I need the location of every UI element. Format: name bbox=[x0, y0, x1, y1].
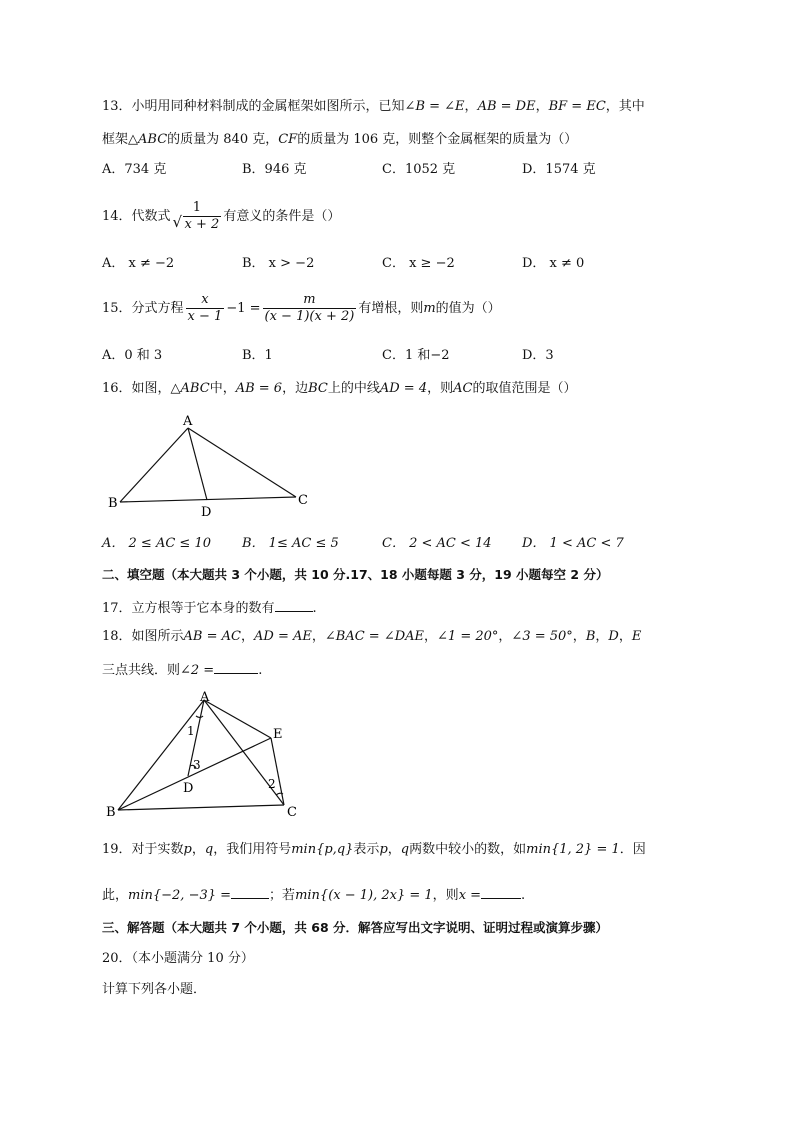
q19-sep: ， bbox=[191, 842, 205, 857]
q17-line bbox=[102, 597, 317, 619]
q18-math: AD = AE bbox=[254, 629, 312, 644]
q15-f2-den: (x − 1)(x + 2) bbox=[264, 309, 355, 324]
q14-option-b: B． x > −2 bbox=[242, 256, 315, 271]
q19-answer-blank-2[interactable] bbox=[481, 884, 521, 899]
q18-label-e: E bbox=[273, 727, 283, 742]
q16-math: △ABC bbox=[170, 381, 210, 396]
q18-angle-2-label: 2 bbox=[268, 777, 276, 791]
q17-answer-blank[interactable] bbox=[275, 597, 313, 612]
q18-seg-be bbox=[118, 738, 271, 810]
q19-line2 bbox=[102, 884, 525, 906]
q13-math: AB = DE bbox=[477, 99, 536, 114]
q15-fraction-2 bbox=[263, 292, 357, 325]
q20-title: 20．（本小题满分 10 分） bbox=[102, 951, 254, 966]
q16-label-a: A bbox=[183, 414, 193, 429]
q17-text: . bbox=[312, 601, 317, 616]
q13-sep: ， bbox=[535, 99, 549, 114]
q19-answer-blank-1[interactable] bbox=[231, 884, 269, 899]
q16-text: ，边 bbox=[282, 381, 309, 396]
q19-text: 两数中较小的数，如 bbox=[409, 842, 527, 857]
q18-sep: ， bbox=[498, 629, 512, 644]
q13-text: 的质量为 840 克， bbox=[167, 132, 279, 147]
q14-text: 14．代数式 bbox=[102, 209, 171, 224]
q19-text: ，则 bbox=[432, 888, 459, 903]
section-3-heading: 三、解答题（本大题共 7 个小题，共 68 分．解答应写出文字说明、证明过程或演算步骤） bbox=[102, 920, 609, 935]
q14-text: 有意义的条件是（） bbox=[223, 209, 341, 224]
q15-text: 的值为（） bbox=[435, 301, 501, 316]
q13-option-c: C．1052 克 bbox=[382, 162, 456, 177]
q13-text: 13．小明用同种材料制成的金属框架如图所示，已知 bbox=[102, 99, 405, 114]
q18-angle-3-label: 3 bbox=[193, 758, 201, 772]
q18-sep: ， bbox=[618, 629, 632, 644]
q18-sep: ， bbox=[240, 629, 254, 644]
q13-line1 bbox=[102, 97, 645, 117]
q14-frac-den: x + 2 bbox=[184, 217, 220, 232]
q18-text: . bbox=[258, 663, 263, 678]
q18-sep: ， bbox=[311, 629, 325, 644]
q18-math: E bbox=[631, 629, 642, 644]
q15-text: 15．分式方程 bbox=[102, 301, 184, 316]
q18-seg-ec bbox=[271, 738, 284, 805]
q18-math: AB = AC bbox=[183, 629, 241, 644]
q16-triangle-figure bbox=[100, 408, 330, 523]
q15-f1-num: x bbox=[201, 292, 209, 307]
q19-math: p bbox=[379, 842, 388, 857]
q18-label-b: B bbox=[106, 805, 116, 820]
q18-text: 18．如图所示 bbox=[102, 629, 184, 644]
q19-text: 表示 bbox=[353, 842, 380, 857]
q18-angle-1-label: 1 bbox=[187, 724, 195, 738]
q15-option-d: D．3 bbox=[522, 348, 554, 363]
q16-math: AB = 6 bbox=[235, 381, 283, 396]
q15-f2-num: m bbox=[303, 292, 316, 307]
q18-math: B bbox=[585, 629, 596, 644]
sqrt-symbol: √ bbox=[172, 213, 183, 231]
q18-sep: ， bbox=[424, 629, 438, 644]
q19-text: . bbox=[521, 888, 526, 903]
q19-math: q bbox=[204, 842, 214, 857]
q19-math: q bbox=[400, 842, 410, 857]
q19-text: ．因 bbox=[619, 842, 646, 857]
q15-option-c: C．1 和−2 bbox=[382, 348, 450, 363]
q15-fraction-1 bbox=[186, 292, 225, 325]
q14-option-a: A． x ≠ −2 bbox=[102, 256, 175, 271]
q19-math: x = bbox=[458, 888, 482, 903]
q13-option-b: B．946 克 bbox=[242, 162, 307, 177]
q16-line bbox=[102, 379, 576, 399]
q13-math: △ABC bbox=[128, 132, 168, 147]
q16-option-c: C． 2 < AC < 14 bbox=[382, 536, 492, 551]
q19-text: ，我们用符号 bbox=[213, 842, 292, 857]
q19-sep: ， bbox=[387, 842, 401, 857]
section-2-heading: 二、填空题（本大题共 3 个小题，共 10 分.17、18 小题每题 3 分，19 小题每空 2 分） bbox=[102, 567, 609, 582]
q16-text: ，则 bbox=[427, 381, 454, 396]
q18-label-d: D bbox=[183, 781, 194, 796]
q19-text: ；若 bbox=[269, 888, 296, 903]
q19-text: 此， bbox=[102, 888, 129, 903]
q13-text: 的质量为 106 克，则整个金属框架的质量为（） bbox=[297, 132, 578, 147]
q18-sep: ， bbox=[595, 629, 609, 644]
q15-f1-den: x − 1 bbox=[187, 309, 223, 324]
q18-math: D bbox=[608, 629, 619, 644]
q13-math: CF bbox=[278, 132, 298, 147]
q16-side-bc bbox=[120, 497, 296, 502]
q18-sep: ， bbox=[572, 629, 586, 644]
q19-math: min{1, 2} = 1 bbox=[526, 842, 620, 857]
q13-sep: ， bbox=[464, 99, 478, 114]
q16-text: 中， bbox=[209, 381, 236, 396]
q19-math: min{(x − 1), 2x} = 1 bbox=[295, 888, 433, 903]
q13-math: BF = EC bbox=[548, 99, 606, 114]
q16-math: AC bbox=[453, 381, 473, 396]
q18-seg-bc bbox=[118, 805, 284, 810]
q13-option-a: A．734 克 bbox=[102, 162, 167, 177]
q14-frac-num: 1 bbox=[192, 200, 202, 215]
q18-math: ∠BAC = ∠DAE bbox=[324, 629, 425, 644]
q18-label-a: A bbox=[200, 690, 210, 705]
q16-label-b: B bbox=[108, 496, 118, 511]
q18-line1 bbox=[102, 627, 641, 647]
q15-line bbox=[102, 289, 501, 329]
q13-text: 框架 bbox=[102, 132, 129, 147]
q17-text: 17．立方根等于它本身的数有 bbox=[102, 601, 275, 616]
q19-math: p bbox=[183, 842, 192, 857]
q18-seg-ae bbox=[204, 700, 271, 738]
q14-sqrt bbox=[172, 213, 222, 233]
q16-side-ab bbox=[120, 428, 188, 502]
q13-math: ∠B = ∠E bbox=[404, 99, 465, 114]
q14-line bbox=[102, 197, 340, 237]
q15-option-a: A．0 和 3 bbox=[102, 348, 163, 363]
q19-math: min{−2, −3} = bbox=[128, 888, 232, 903]
q20-text: 计算下列各小题． bbox=[102, 982, 207, 997]
q14-fraction bbox=[173, 200, 222, 233]
q16-option-d: D． 1 < AC < 7 bbox=[522, 536, 624, 551]
q18-text: 三点共线．则 bbox=[102, 663, 181, 678]
q14-option-d: D． x ≠ 0 bbox=[522, 256, 585, 271]
q15-math: m bbox=[423, 301, 436, 316]
q13-text: ，其中 bbox=[605, 99, 645, 114]
q18-figure bbox=[100, 688, 310, 823]
q18-math: ∠2 = bbox=[180, 663, 215, 678]
q19-line1 bbox=[102, 840, 646, 860]
q18-math: ∠1 = 20° bbox=[437, 629, 499, 644]
q19-math: min{p,q} bbox=[291, 842, 354, 857]
q18-math: ∠3 = 50° bbox=[511, 629, 573, 644]
q13-line2 bbox=[102, 130, 577, 150]
q18-label-c: C bbox=[287, 805, 297, 820]
q16-text: 上的中线 bbox=[327, 381, 380, 396]
q16-option-b: B． 1≤ AC ≤ 5 bbox=[242, 536, 339, 551]
q16-side-ac bbox=[188, 428, 296, 497]
q13-option-d: D．1574 克 bbox=[522, 162, 596, 177]
q19-text: 19．对于实数 bbox=[102, 842, 184, 857]
q14-option-c: C． x ≥ −2 bbox=[382, 256, 455, 271]
q16-math: AD = 4 bbox=[379, 381, 428, 396]
q16-label-d: D bbox=[201, 505, 212, 520]
q16-text: 的取值范围是（） bbox=[472, 381, 577, 396]
q15-text: 有增根，则 bbox=[358, 301, 424, 316]
q18-answer-blank[interactable] bbox=[214, 659, 258, 674]
q18-angle-1-arc bbox=[196, 716, 203, 718]
q16-math: BC bbox=[308, 381, 328, 396]
q18-line2 bbox=[102, 659, 262, 681]
q16-text: 16．如图， bbox=[102, 381, 171, 396]
q15-math: −1 = bbox=[226, 301, 261, 316]
q16-label-c: C bbox=[298, 493, 308, 508]
q16-option-a: A． 2 ≤ AC ≤ 10 bbox=[102, 536, 211, 551]
q15-option-b: B．1 bbox=[242, 348, 273, 363]
